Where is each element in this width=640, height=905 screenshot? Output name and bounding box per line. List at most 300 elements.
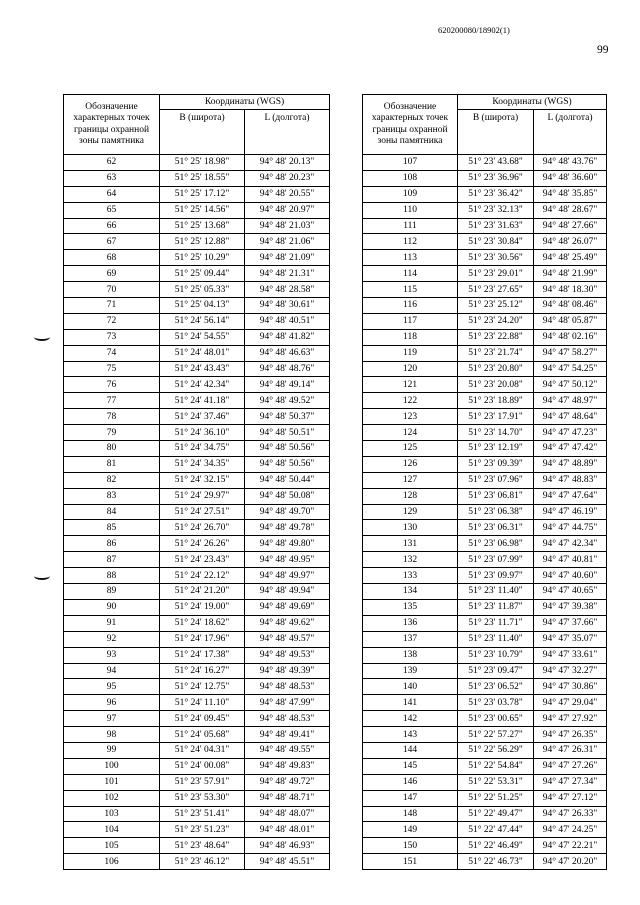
latitude-cell: 51° 23' 27.65" xyxy=(458,282,534,298)
point-number-cell: 67 xyxy=(64,234,160,250)
point-number-cell: 146 xyxy=(363,774,458,790)
table-row xyxy=(363,218,607,234)
point-number-cell: 135 xyxy=(363,599,458,615)
coordinates-table-left xyxy=(63,94,330,870)
longitude-cell: 94° 48' 48.07" xyxy=(245,806,330,822)
point-number-cell: 142 xyxy=(363,711,458,727)
point-number-cell: 86 xyxy=(64,536,160,552)
latitude-cell: 51° 23' 20.80" xyxy=(458,361,534,377)
table-row xyxy=(363,536,607,552)
table-row xyxy=(64,218,330,234)
point-number-cell: 133 xyxy=(363,568,458,584)
point-number-cell: 92 xyxy=(64,631,160,647)
point-number-cell: 136 xyxy=(363,615,458,631)
latitude-cell: 51° 24' 26.70" xyxy=(160,520,245,536)
table-row xyxy=(363,727,607,743)
table-row xyxy=(363,250,607,266)
latitude-header: B (широта) xyxy=(458,110,534,155)
longitude-cell: 94° 47' 40.65" xyxy=(534,584,607,600)
longitude-cell: 94° 48' 50.08" xyxy=(245,488,330,504)
longitude-cell: 94° 48' 49.53" xyxy=(245,647,330,663)
point-number-cell: 141 xyxy=(363,695,458,711)
longitude-cell: 94° 48' 21.09" xyxy=(245,250,330,266)
point-number-cell: 83 xyxy=(64,488,160,504)
table-row xyxy=(363,313,607,329)
longitude-cell: 94° 48' 50.51" xyxy=(245,425,330,441)
coordinates-table-right xyxy=(362,94,607,870)
table-row xyxy=(64,266,330,282)
table-row xyxy=(363,361,607,377)
latitude-cell: 51° 23' 07.96" xyxy=(458,472,534,488)
point-number-cell: 97 xyxy=(64,711,160,727)
point-number-cell: 115 xyxy=(363,282,458,298)
longitude-cell: 94° 48' 21.03" xyxy=(245,218,330,234)
table-row xyxy=(363,758,607,774)
latitude-header: B (широта) xyxy=(160,110,245,155)
longitude-cell: 94° 48' 49.55" xyxy=(245,742,330,758)
table-row xyxy=(64,568,330,584)
latitude-cell: 51° 23' 53.30" xyxy=(160,790,245,806)
latitude-cell: 51° 25' 12.88" xyxy=(160,234,245,250)
longitude-cell: 94° 47' 46.19" xyxy=(534,504,607,520)
point-number-cell: 85 xyxy=(64,520,160,536)
scan-mark-lower xyxy=(34,572,50,580)
table-row xyxy=(363,711,607,727)
longitude-header: L (долгота) xyxy=(534,110,607,155)
table-row xyxy=(363,298,607,314)
latitude-cell: 51° 24' 36.10" xyxy=(160,425,245,441)
point-number-cell: 87 xyxy=(64,552,160,568)
longitude-cell: 94° 47' 27.12" xyxy=(534,790,607,806)
point-number-cell: 130 xyxy=(363,520,458,536)
latitude-cell: 51° 23' 06.98" xyxy=(458,536,534,552)
latitude-cell: 51° 23' 29.01" xyxy=(458,266,534,282)
longitude-cell: 94° 48' 49.94" xyxy=(245,584,330,600)
longitude-cell: 94° 48' 49.70" xyxy=(245,504,330,520)
designation-header: Обозначение характерных точек границы охранной зоны памятника xyxy=(363,95,458,155)
longitude-cell: 94° 48' 50.37" xyxy=(245,409,330,425)
latitude-cell: 51° 23' 24.20" xyxy=(458,313,534,329)
longitude-cell: 94° 48' 40.51" xyxy=(245,313,330,329)
latitude-cell: 51° 23' 51.41" xyxy=(160,806,245,822)
longitude-header: L (долгота) xyxy=(245,110,330,155)
table-row xyxy=(64,504,330,520)
table-row xyxy=(64,472,330,488)
table-row xyxy=(64,409,330,425)
point-number-cell: 132 xyxy=(363,552,458,568)
point-number-cell: 143 xyxy=(363,727,458,743)
latitude-cell: 51° 23' 11.40" xyxy=(458,631,534,647)
point-number-cell: 88 xyxy=(64,568,160,584)
table-row xyxy=(363,822,607,838)
table-row xyxy=(363,806,607,822)
longitude-cell: 94° 48' 05.87" xyxy=(534,313,607,329)
table-row xyxy=(64,345,330,361)
latitude-cell: 51° 22' 47.44" xyxy=(458,822,534,838)
longitude-cell: 94° 47' 22.21" xyxy=(534,838,607,854)
longitude-cell: 94° 48' 41.82" xyxy=(245,329,330,345)
latitude-cell: 51° 25' 13.68" xyxy=(160,218,245,234)
table-row xyxy=(363,266,607,282)
latitude-cell: 51° 22' 54.84" xyxy=(458,758,534,774)
longitude-cell: 94° 48' 28.67" xyxy=(534,202,607,218)
point-number-cell: 98 xyxy=(64,727,160,743)
table-row xyxy=(363,695,607,711)
longitude-cell: 94° 48' 49.52" xyxy=(245,393,330,409)
latitude-cell: 51° 23' 20.08" xyxy=(458,377,534,393)
point-number-cell: 109 xyxy=(363,186,458,202)
latitude-cell: 51° 22' 57.27" xyxy=(458,727,534,743)
point-number-cell: 120 xyxy=(363,361,458,377)
latitude-cell: 51° 22' 56.29" xyxy=(458,742,534,758)
longitude-cell: 94° 48' 27.66" xyxy=(534,218,607,234)
table-row xyxy=(363,568,607,584)
latitude-cell: 51° 22' 46.49" xyxy=(458,838,534,854)
point-number-cell: 119 xyxy=(363,345,458,361)
table-row xyxy=(64,155,330,171)
latitude-cell: 51° 23' 32.13" xyxy=(458,202,534,218)
latitude-cell: 51° 22' 46.73" xyxy=(458,854,534,870)
longitude-cell: 94° 47' 37.66" xyxy=(534,615,607,631)
longitude-cell: 94° 48' 20.55" xyxy=(245,186,330,202)
latitude-cell: 51° 23' 30.56" xyxy=(458,250,534,266)
latitude-cell: 51° 23' 25.12" xyxy=(458,298,534,314)
longitude-cell: 94° 47' 26.31" xyxy=(534,742,607,758)
table-row xyxy=(64,536,330,552)
longitude-cell: 94° 48' 49.62" xyxy=(245,615,330,631)
point-number-cell: 138 xyxy=(363,647,458,663)
point-number-cell: 127 xyxy=(363,472,458,488)
longitude-cell: 94° 48' 02.16" xyxy=(534,329,607,345)
point-number-cell: 104 xyxy=(64,822,160,838)
scan-mark-upper xyxy=(34,333,50,341)
table-row xyxy=(64,186,330,202)
point-number-cell: 105 xyxy=(64,838,160,854)
latitude-cell: 51° 23' 06.38" xyxy=(458,504,534,520)
table-row xyxy=(64,711,330,727)
point-number-cell: 122 xyxy=(363,393,458,409)
table-row xyxy=(64,425,330,441)
longitude-cell: 94° 48' 28.58" xyxy=(245,282,330,298)
longitude-cell: 94° 47' 48.64" xyxy=(534,409,607,425)
point-number-cell: 81 xyxy=(64,456,160,472)
point-number-cell: 80 xyxy=(64,441,160,457)
point-number-cell: 145 xyxy=(363,758,458,774)
point-number-cell: 116 xyxy=(363,298,458,314)
longitude-cell: 94° 48' 20.13" xyxy=(245,155,330,171)
table-row xyxy=(64,838,330,854)
longitude-cell: 94° 48' 49.41" xyxy=(245,727,330,743)
latitude-cell: 51° 23' 09.39" xyxy=(458,456,534,472)
longitude-cell: 94° 48' 49.57" xyxy=(245,631,330,647)
point-number-cell: 66 xyxy=(64,218,160,234)
longitude-cell: 94° 48' 49.83" xyxy=(245,758,330,774)
latitude-cell: 51° 23' 43.68" xyxy=(458,155,534,171)
latitude-cell: 51° 23' 09.97" xyxy=(458,568,534,584)
point-number-cell: 106 xyxy=(64,854,160,870)
point-number-cell: 90 xyxy=(64,599,160,615)
latitude-cell: 51° 23' 18.89" xyxy=(458,393,534,409)
point-number-cell: 148 xyxy=(363,806,458,822)
latitude-cell: 51° 23' 36.42" xyxy=(458,186,534,202)
table-row xyxy=(363,170,607,186)
table-row xyxy=(64,615,330,631)
longitude-cell: 94° 48' 21.99" xyxy=(534,266,607,282)
point-number-cell: 139 xyxy=(363,663,458,679)
table-row xyxy=(363,329,607,345)
point-number-cell: 124 xyxy=(363,425,458,441)
table-row xyxy=(64,806,330,822)
longitude-cell: 94° 48' 26.07" xyxy=(534,234,607,250)
latitude-cell: 51° 23' 36.96" xyxy=(458,170,534,186)
table-row xyxy=(64,250,330,266)
table-row xyxy=(64,393,330,409)
point-number-cell: 121 xyxy=(363,377,458,393)
latitude-cell: 51° 22' 51.25" xyxy=(458,790,534,806)
table-row xyxy=(363,504,607,520)
longitude-cell: 94° 47' 24.25" xyxy=(534,822,607,838)
table-row xyxy=(64,742,330,758)
point-number-cell: 126 xyxy=(363,456,458,472)
table-row xyxy=(64,584,330,600)
latitude-cell: 51° 23' 09.47" xyxy=(458,663,534,679)
table-row xyxy=(363,838,607,854)
point-number-cell: 112 xyxy=(363,234,458,250)
table-row xyxy=(64,758,330,774)
table-row xyxy=(64,170,330,186)
latitude-cell: 51° 24' 54.55" xyxy=(160,329,245,345)
latitude-cell: 51° 24' 09.45" xyxy=(160,711,245,727)
table-row xyxy=(363,234,607,250)
latitude-cell: 51° 25' 17.12" xyxy=(160,186,245,202)
point-number-cell: 75 xyxy=(64,361,160,377)
longitude-cell: 94° 47' 27.26" xyxy=(534,758,607,774)
point-number-cell: 102 xyxy=(64,790,160,806)
table-row xyxy=(64,329,330,345)
table-row xyxy=(64,441,330,457)
point-number-cell: 84 xyxy=(64,504,160,520)
point-number-cell: 100 xyxy=(64,758,160,774)
point-number-cell: 123 xyxy=(363,409,458,425)
longitude-cell: 94° 47' 40.60" xyxy=(534,568,607,584)
longitude-cell: 94° 48' 43.76" xyxy=(534,155,607,171)
point-number-cell: 72 xyxy=(64,313,160,329)
longitude-cell: 94° 47' 27.34" xyxy=(534,774,607,790)
point-number-cell: 125 xyxy=(363,441,458,457)
longitude-cell: 94° 47' 26.33" xyxy=(534,806,607,822)
table-row xyxy=(363,854,607,870)
longitude-cell: 94° 47' 48.83" xyxy=(534,472,607,488)
point-number-cell: 134 xyxy=(363,584,458,600)
longitude-cell: 94° 47' 54.25" xyxy=(534,361,607,377)
latitude-cell: 51° 24' 27.51" xyxy=(160,504,245,520)
point-number-cell: 68 xyxy=(64,250,160,266)
latitude-cell: 51° 23' 11.87" xyxy=(458,599,534,615)
table-row xyxy=(64,488,330,504)
table-row xyxy=(363,282,607,298)
latitude-cell: 51° 23' 14.70" xyxy=(458,425,534,441)
longitude-cell: 94° 48' 46.93" xyxy=(245,838,330,854)
point-number-cell: 93 xyxy=(64,647,160,663)
longitude-cell: 94° 47' 39.38" xyxy=(534,599,607,615)
table-row xyxy=(363,377,607,393)
table-row xyxy=(363,742,607,758)
longitude-cell: 94° 47' 33.61" xyxy=(534,647,607,663)
latitude-cell: 51° 22' 49.47" xyxy=(458,806,534,822)
table-row xyxy=(363,599,607,615)
latitude-cell: 51° 23' 06.52" xyxy=(458,679,534,695)
point-number-cell: 79 xyxy=(64,425,160,441)
point-number-cell: 131 xyxy=(363,536,458,552)
latitude-cell: 51° 24' 41.18" xyxy=(160,393,245,409)
point-number-cell: 151 xyxy=(363,854,458,870)
latitude-cell: 51° 24' 22.12" xyxy=(160,568,245,584)
point-number-cell: 91 xyxy=(64,615,160,631)
table-row xyxy=(363,425,607,441)
latitude-cell: 51° 24' 21.20" xyxy=(160,584,245,600)
latitude-cell: 51° 24' 48.01" xyxy=(160,345,245,361)
longitude-cell: 94° 48' 49.14" xyxy=(245,377,330,393)
point-number-cell: 140 xyxy=(363,679,458,695)
table-row xyxy=(363,202,607,218)
table-row xyxy=(363,663,607,679)
point-number-cell: 77 xyxy=(64,393,160,409)
table-row xyxy=(64,599,330,615)
table-row xyxy=(64,202,330,218)
point-number-cell: 95 xyxy=(64,679,160,695)
longitude-cell: 94° 47' 48.97" xyxy=(534,393,607,409)
point-number-cell: 114 xyxy=(363,266,458,282)
point-number-cell: 62 xyxy=(64,155,160,171)
table-row xyxy=(64,647,330,663)
latitude-cell: 51° 24' 37.46" xyxy=(160,409,245,425)
point-number-cell: 65 xyxy=(64,202,160,218)
latitude-cell: 51° 25' 09.44" xyxy=(160,266,245,282)
page-number: 99 xyxy=(597,44,609,56)
point-number-cell: 111 xyxy=(363,218,458,234)
point-number-cell: 107 xyxy=(363,155,458,171)
point-number-cell: 94 xyxy=(64,663,160,679)
document-id: 620200080/18902(1) xyxy=(438,25,510,35)
longitude-cell: 94° 48' 18.30" xyxy=(534,282,607,298)
point-number-cell: 64 xyxy=(64,186,160,202)
point-number-cell: 149 xyxy=(363,822,458,838)
longitude-cell: 94° 47' 20.20" xyxy=(534,854,607,870)
coordinates-header: Координаты (WGS) xyxy=(160,95,330,110)
point-number-cell: 137 xyxy=(363,631,458,647)
designation-header: Обозначение характерных точек границы охранной зоны памятника xyxy=(64,95,160,155)
table-row xyxy=(64,679,330,695)
table-row xyxy=(64,552,330,568)
table-row xyxy=(64,631,330,647)
latitude-cell: 51° 23' 48.64" xyxy=(160,838,245,854)
point-number-cell: 118 xyxy=(363,329,458,345)
point-number-cell: 108 xyxy=(363,170,458,186)
table-row xyxy=(363,631,607,647)
latitude-cell: 51° 25' 18.55" xyxy=(160,170,245,186)
table-row xyxy=(64,234,330,250)
point-number-cell: 74 xyxy=(64,345,160,361)
point-number-cell: 144 xyxy=(363,742,458,758)
latitude-cell: 51° 23' 07.99" xyxy=(458,552,534,568)
latitude-cell: 51° 23' 21.74" xyxy=(458,345,534,361)
latitude-cell: 51° 23' 22.88" xyxy=(458,329,534,345)
longitude-cell: 94° 48' 48.71" xyxy=(245,790,330,806)
table-row xyxy=(64,456,330,472)
table-row xyxy=(363,409,607,425)
latitude-cell: 51° 23' 51.23" xyxy=(160,822,245,838)
table-row xyxy=(363,345,607,361)
point-number-cell: 78 xyxy=(64,409,160,425)
latitude-cell: 51° 24' 34.35" xyxy=(160,456,245,472)
longitude-cell: 94° 48' 50.56" xyxy=(245,456,330,472)
longitude-cell: 94° 47' 50.12" xyxy=(534,377,607,393)
latitude-cell: 51° 23' 30.84" xyxy=(458,234,534,250)
latitude-cell: 51° 24' 17.96" xyxy=(160,631,245,647)
table-row xyxy=(363,393,607,409)
longitude-cell: 94° 47' 30.86" xyxy=(534,679,607,695)
point-number-cell: 70 xyxy=(64,282,160,298)
longitude-cell: 94° 48' 48.01" xyxy=(245,822,330,838)
table-row xyxy=(64,727,330,743)
point-number-cell: 150 xyxy=(363,838,458,854)
latitude-cell: 51° 23' 06.81" xyxy=(458,488,534,504)
latitude-cell: 51° 23' 46.12" xyxy=(160,854,245,870)
latitude-cell: 51° 23' 11.40" xyxy=(458,584,534,600)
latitude-cell: 51° 25' 18.98" xyxy=(160,155,245,171)
latitude-cell: 51° 24' 16.27" xyxy=(160,663,245,679)
latitude-cell: 51° 23' 10.79" xyxy=(458,647,534,663)
table-row xyxy=(64,282,330,298)
longitude-cell: 94° 48' 49.69" xyxy=(245,599,330,615)
longitude-cell: 94° 48' 47.99" xyxy=(245,695,330,711)
latitude-cell: 51° 23' 57.91" xyxy=(160,774,245,790)
table-row xyxy=(64,377,330,393)
longitude-cell: 94° 47' 47.64" xyxy=(534,488,607,504)
point-number-cell: 99 xyxy=(64,742,160,758)
latitude-cell: 51° 24' 00.08" xyxy=(160,758,245,774)
longitude-cell: 94° 47' 40.81" xyxy=(534,552,607,568)
latitude-cell: 51° 23' 03.78" xyxy=(458,695,534,711)
longitude-cell: 94° 48' 46.63" xyxy=(245,345,330,361)
point-number-cell: 110 xyxy=(363,202,458,218)
latitude-cell: 51° 22' 53.31" xyxy=(458,774,534,790)
coordinates-header: Координаты (WGS) xyxy=(458,95,607,110)
latitude-cell: 51° 24' 56.14" xyxy=(160,313,245,329)
latitude-cell: 51° 24' 19.00" xyxy=(160,599,245,615)
longitude-cell: 94° 47' 35.07" xyxy=(534,631,607,647)
longitude-cell: 94° 47' 29.04" xyxy=(534,695,607,711)
longitude-cell: 94° 47' 42.34" xyxy=(534,536,607,552)
point-number-cell: 63 xyxy=(64,170,160,186)
longitude-cell: 94° 48' 49.72" xyxy=(245,774,330,790)
point-number-cell: 76 xyxy=(64,377,160,393)
latitude-cell: 51° 24' 43.43" xyxy=(160,361,245,377)
longitude-cell: 94° 48' 48.53" xyxy=(245,679,330,695)
longitude-cell: 94° 48' 35.85" xyxy=(534,186,607,202)
longitude-cell: 94° 48' 49.78" xyxy=(245,520,330,536)
point-number-cell: 89 xyxy=(64,584,160,600)
longitude-cell: 94° 48' 30.61" xyxy=(245,298,330,314)
longitude-cell: 94° 48' 21.31" xyxy=(245,266,330,282)
point-number-cell: 147 xyxy=(363,790,458,806)
latitude-cell: 51° 25' 10.29" xyxy=(160,250,245,266)
longitude-cell: 94° 47' 48.89" xyxy=(534,456,607,472)
point-number-cell: 71 xyxy=(64,298,160,314)
table-row xyxy=(363,679,607,695)
table-row xyxy=(64,298,330,314)
latitude-cell: 51° 24' 12.75" xyxy=(160,679,245,695)
